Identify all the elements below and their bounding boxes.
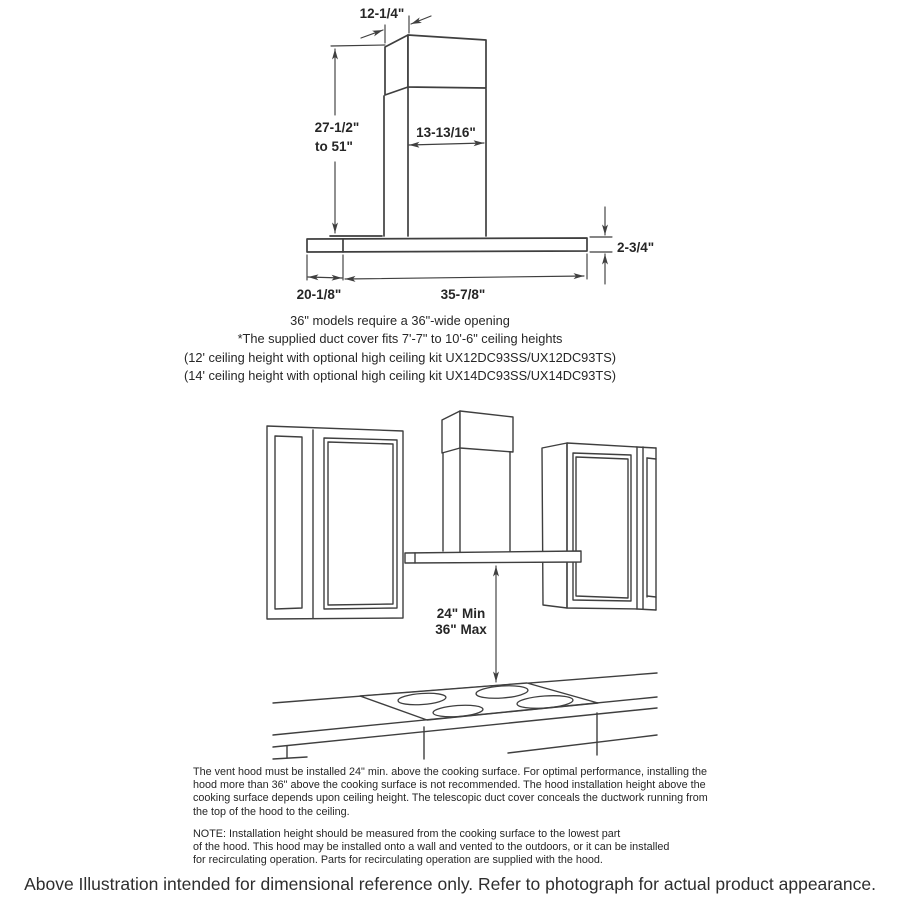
- height-range-label-line1: 27-1/2": [314, 120, 360, 135]
- paragraph-line: cooking surface depends upon ceiling height. The telescopic duct cover conceals the ductwork running from: [193, 792, 708, 805]
- footer-disclaimer: Above Illustration intended for dimensional reference only. Refer to photograph for actual product appearance.: [24, 874, 876, 894]
- note-line: NOTE: Installation height should be measured from the cooking surface to the lowest part: [193, 828, 621, 840]
- dim-canopy-thickness: [590, 207, 654, 284]
- hood-canopy: [405, 551, 581, 563]
- hood-canopy: [307, 236, 587, 252]
- paragraph-line: The vent hood must be installed 24" min. above the cooking surface. For optimal performance, installing the: [193, 766, 707, 778]
- installation-paragraph: [193, 766, 708, 819]
- duct-cover-width-label: 13-13/16": [416, 125, 476, 140]
- hood-duct-cover: [442, 411, 460, 453]
- installation-scene: [267, 411, 657, 759]
- dim-duct-cover-width: [409, 125, 484, 145]
- dim-hood-clearance: [435, 566, 496, 682]
- clearance-max-label: 36" Max: [435, 622, 487, 637]
- height-range-label-line2: to 51": [315, 139, 353, 154]
- spec-note-line: (14' ceiling height with optional high ceiling kit UX14DC93SS/UX14DC93TS): [183, 368, 617, 384]
- duct-cover: [385, 35, 486, 95]
- note-line: for recirculating operation. Parts for recirculating operation are supplied with the hood.: [193, 854, 603, 867]
- chimney-duct: [384, 88, 486, 236]
- dim-canopy-depth-width: [297, 254, 587, 302]
- paragraph-line: hood more than 36" above the cooking surface is not recommended. The hood installation height above the: [193, 779, 706, 792]
- countertop: [273, 673, 657, 747]
- spec-note-line: (12' ceiling height with optional high ceiling kit UX12DC93SS/UX12DC93TS): [183, 349, 617, 365]
- dim-height-range: [315, 45, 385, 233]
- canopy-depth-label: 20-1/8": [296, 287, 342, 302]
- paragraph-line: the top of the hood to the ceiling.: [193, 805, 350, 818]
- installation-note: [193, 828, 669, 868]
- base-cabinets: [273, 713, 657, 759]
- canopy-width-label: 35-7/8": [440, 287, 486, 302]
- right-wall-cabinet: [542, 443, 656, 610]
- left-wall-cabinet: [267, 426, 403, 619]
- range-hood: [405, 411, 581, 563]
- clearance-min-label: 24" Min: [436, 606, 486, 621]
- duct-depth-label: 12-1/4": [359, 6, 405, 21]
- spec-note-line: *The supplied duct cover fits 7'-7" to 10'-6" ceiling heights: [237, 331, 563, 347]
- note-line: of the hood. This hood may be installed onto a wall and vented to the outdoors, or it can be installed: [193, 841, 670, 854]
- canopy-thickness-label: 2-3/4": [617, 240, 655, 255]
- spec-note-line: 36" models require a 36"-wide opening: [290, 313, 510, 328]
- spec-notes: [50, 312, 750, 386]
